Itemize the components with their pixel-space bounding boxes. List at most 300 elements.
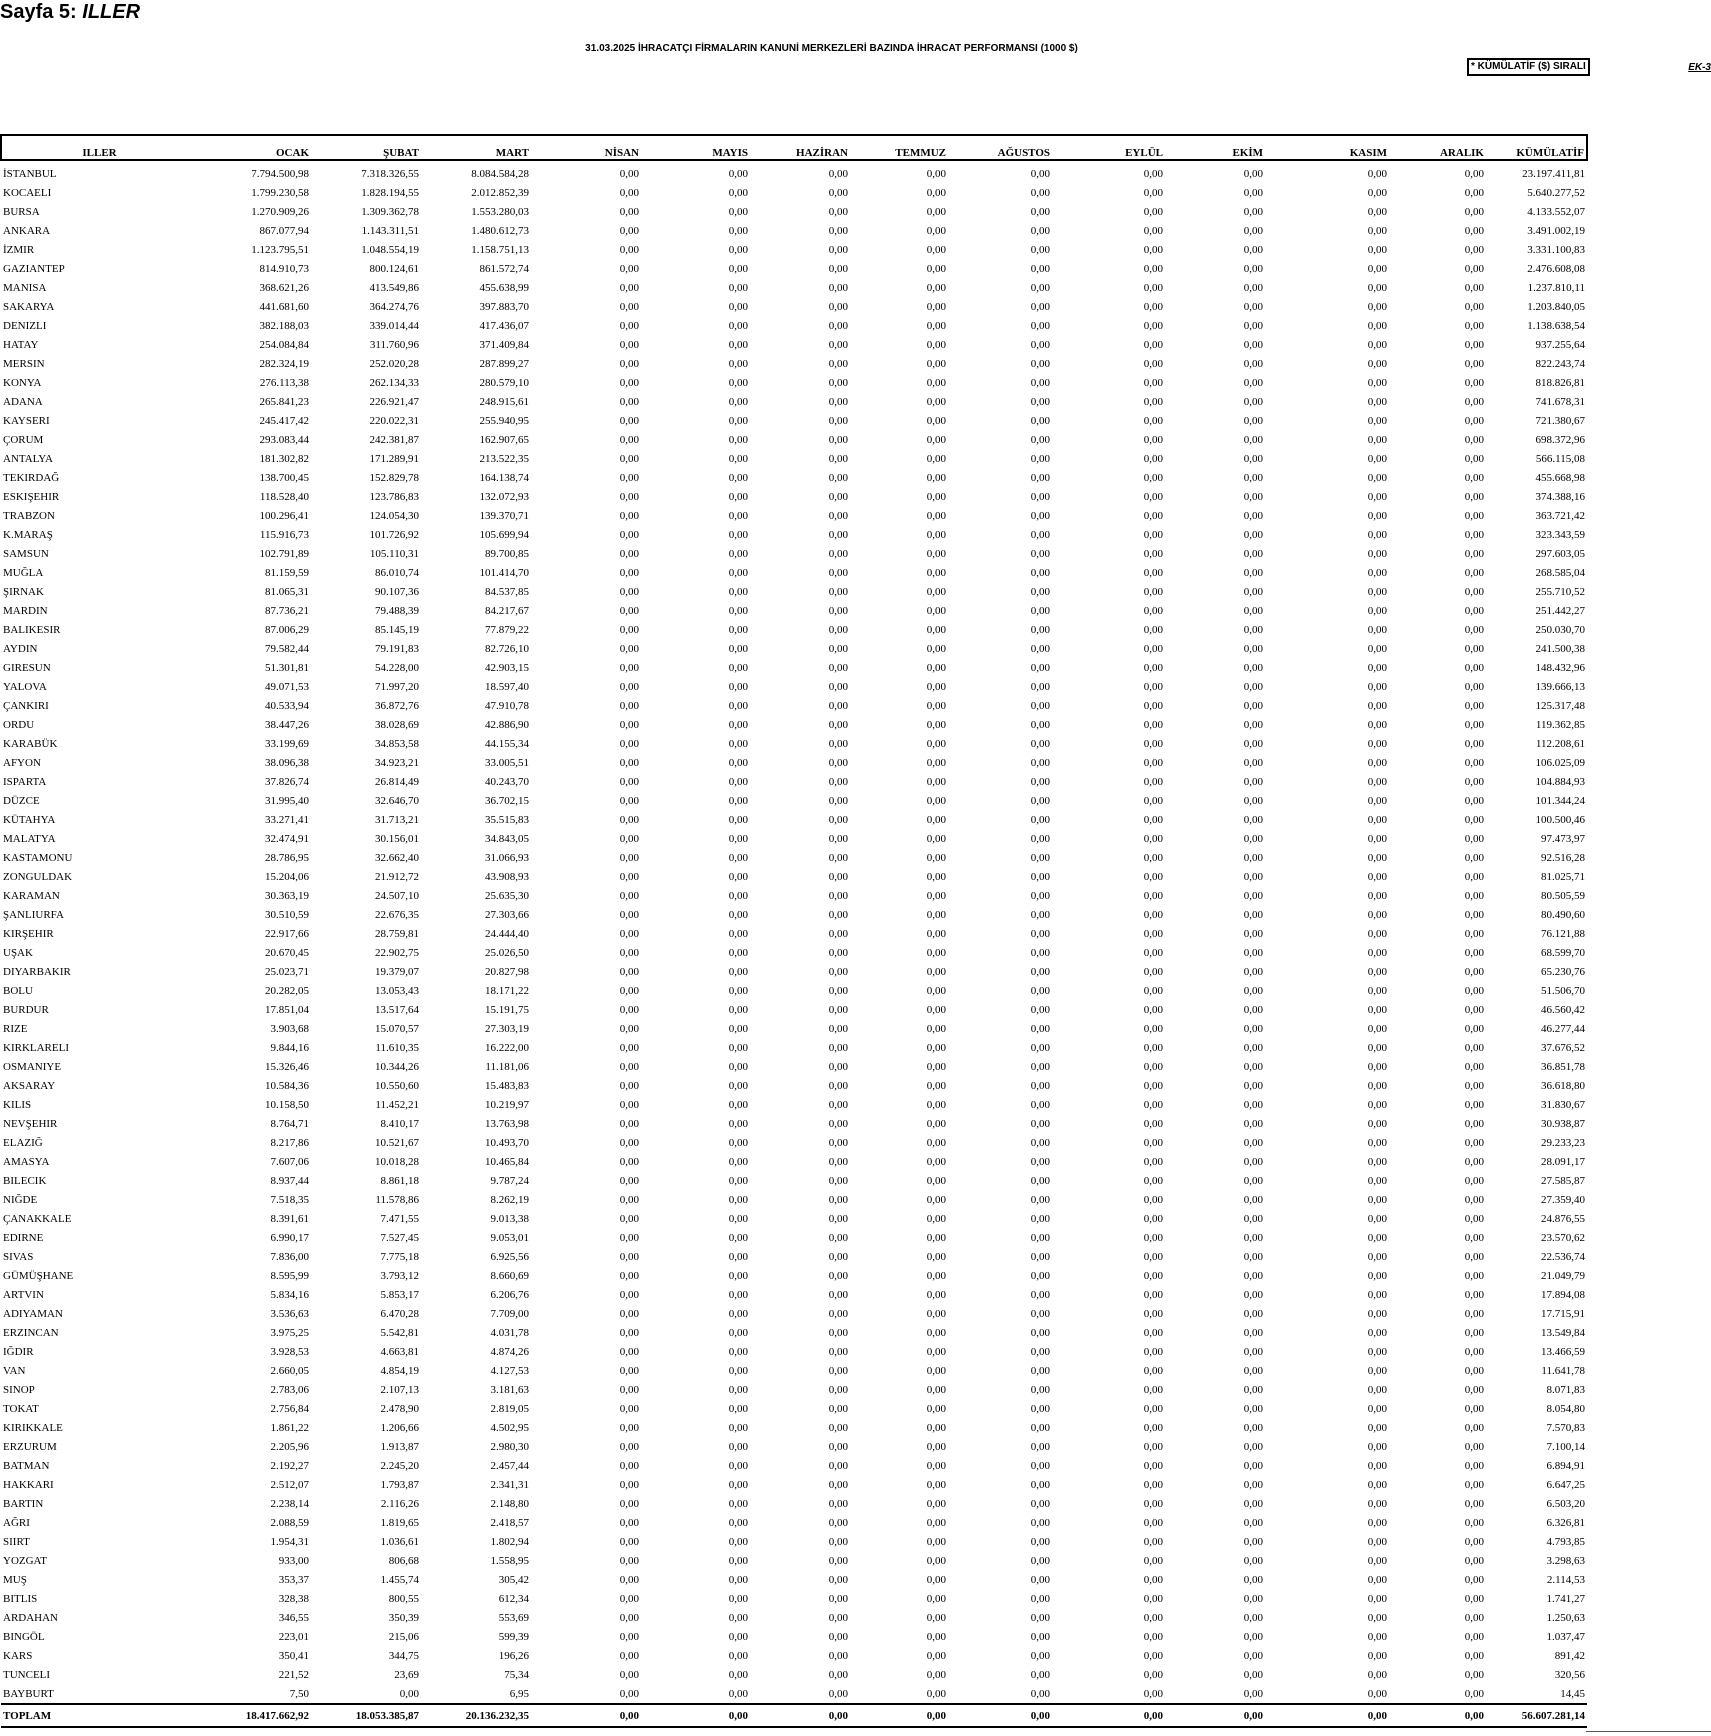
value-cell: 1.237.810,11: [1527, 281, 1585, 294]
footer-rule: [1586, 1731, 1711, 1732]
value-cell: 0,00: [728, 1516, 748, 1529]
value-cell: 0,00: [1367, 395, 1387, 408]
value-cell: 0,00: [1243, 756, 1263, 769]
value-cell: 0,00: [926, 1554, 946, 1567]
value-cell: 255.710,52: [1535, 585, 1585, 598]
value-cell: 7.527,45: [380, 1231, 419, 1244]
value-cell: 0,00: [1367, 1402, 1387, 1415]
value-cell: 0,00: [1367, 984, 1387, 997]
value-cell: 0,00: [619, 1497, 639, 1510]
value-cell: 5.834,16: [270, 1288, 309, 1301]
value-cell: 0,00: [1030, 547, 1050, 560]
value-cell: 0,00: [619, 395, 639, 408]
value-cell: 36.618,80: [1541, 1079, 1585, 1092]
value-cell: 0,00: [1243, 1098, 1263, 1111]
value-cell: 0,00: [728, 414, 748, 427]
province-cell: KIRIKKALE: [3, 1421, 63, 1434]
value-cell: 1.802,94: [490, 1535, 529, 1548]
value-cell: 441.681,60: [259, 300, 309, 313]
value-cell: 10.465,84: [485, 1155, 529, 1168]
value-cell: 0,00: [1030, 1003, 1050, 1016]
value-cell: 0,00: [926, 1668, 946, 1681]
value-cell: 0,00: [1143, 908, 1163, 921]
value-cell: 0,00: [1143, 1345, 1163, 1358]
value-cell: 0,00: [619, 300, 639, 313]
column-header: ŞUBAT: [311, 135, 421, 160]
value-cell: 2.088,59: [270, 1516, 309, 1529]
table-row: [1, 411, 1587, 430]
value-cell: 0,00: [1243, 338, 1263, 351]
value-cell: 0,00: [619, 566, 639, 579]
value-cell: 891,42: [1554, 1649, 1585, 1662]
province-cell: EDIRNE: [3, 1231, 44, 1244]
value-cell: 25.026,50: [485, 946, 529, 959]
value-cell: 282.324,19: [259, 357, 309, 370]
value-cell: 2.107,13: [380, 1383, 419, 1396]
value-cell: 32.474,91: [265, 832, 309, 845]
value-cell: 8.764,71: [270, 1117, 309, 1130]
value-cell: 245.417,42: [259, 414, 309, 427]
value-cell: 0,00: [1464, 1459, 1484, 1472]
value-cell: 0,00: [1464, 1497, 1484, 1510]
value-cell: 0,00: [1143, 1554, 1163, 1567]
value-cell: 0,00: [828, 281, 848, 294]
value-cell: 0,00: [828, 1174, 848, 1187]
province-cell: KAYSERI: [3, 414, 50, 427]
province-cell: K.MARAŞ: [3, 528, 53, 541]
value-cell: 397.883,70: [479, 300, 529, 313]
province-cell: AKSARAY: [3, 1079, 56, 1092]
table-row: [1, 183, 1587, 202]
table-row: [1, 544, 1587, 563]
value-cell: 27.303,19: [485, 1022, 529, 1035]
column-header: AĞUSTOS: [948, 135, 1052, 160]
value-cell: 0,00: [926, 262, 946, 275]
value-cell: 0,00: [1143, 300, 1163, 313]
value-cell: 0,00: [619, 186, 639, 199]
value-cell: 0,00: [828, 509, 848, 522]
value-cell: 0,00: [1243, 1174, 1263, 1187]
table-row: [1, 1038, 1587, 1057]
value-cell: 0,00: [1143, 1497, 1163, 1510]
value-cell: 0,00: [1464, 699, 1484, 712]
total-value: 56.607.281,14: [1486, 1704, 1587, 1727]
value-cell: 0,00: [1030, 1307, 1050, 1320]
total-value: 0,00: [1052, 1704, 1165, 1727]
value-cell: 0,00: [1367, 566, 1387, 579]
value-cell: 0,00: [1030, 699, 1050, 712]
value-cell: 0,00: [728, 1250, 748, 1263]
value-cell: 0,00: [926, 300, 946, 313]
value-cell: 0,00: [619, 490, 639, 503]
value-cell: 741.678,31: [1535, 395, 1585, 408]
value-cell: 51.506,70: [1541, 984, 1585, 997]
value-cell: 0,00: [1367, 1459, 1387, 1472]
value-cell: 27.585,87: [1541, 1174, 1585, 1187]
value-cell: 0,00: [1367, 547, 1387, 560]
table-row: [1, 1342, 1587, 1361]
value-cell: 0,00: [728, 642, 748, 655]
value-cell: 0,00: [1143, 1155, 1163, 1168]
province-cell: BOLU: [3, 984, 33, 997]
value-cell: 0,00: [728, 1554, 748, 1567]
value-cell: 0,00: [1243, 1421, 1263, 1434]
value-cell: 0,00: [1464, 965, 1484, 978]
total-value: 0,00: [1165, 1704, 1265, 1727]
value-cell: 0,00: [1464, 1079, 1484, 1092]
value-cell: 0,00: [1243, 680, 1263, 693]
value-cell: 0,00: [926, 718, 946, 731]
value-cell: 15.070,57: [375, 1022, 419, 1035]
value-cell: 0,00: [1030, 433, 1050, 446]
value-cell: 10.018,28: [375, 1155, 419, 1168]
value-cell: 2.418,57: [490, 1516, 529, 1529]
value-cell: 0,00: [619, 376, 639, 389]
value-cell: 23,69: [394, 1668, 419, 1681]
value-cell: 0,00: [1367, 1098, 1387, 1111]
value-cell: 9.053,01: [490, 1231, 529, 1244]
value-cell: 0,00: [728, 1421, 748, 1434]
value-cell: 6,95: [509, 1687, 529, 1700]
value-cell: 24.507,10: [375, 889, 419, 902]
table-row: [1, 867, 1587, 886]
value-cell: 36.851,78: [1541, 1060, 1585, 1073]
table-row: [1, 848, 1587, 867]
value-cell: 0,00: [619, 357, 639, 370]
total-label: TOPLAM: [1, 1704, 197, 1727]
province-cell: TEKIRDAĞ: [3, 471, 60, 484]
value-cell: 0,00: [1243, 509, 1263, 522]
value-cell: 0,00: [1030, 832, 1050, 845]
value-cell: 8.391,61: [270, 1212, 309, 1225]
value-cell: 0,00: [1030, 585, 1050, 598]
value-cell: 0,00: [1143, 984, 1163, 997]
column-header: NİSAN: [531, 135, 641, 160]
value-cell: 20.827,98: [485, 965, 529, 978]
value-cell: 0,00: [1464, 547, 1484, 560]
value-cell: 10.344,26: [375, 1060, 419, 1073]
value-cell: 0,00: [1143, 224, 1163, 237]
value-cell: 0,00: [1464, 1212, 1484, 1225]
value-cell: 0,00: [1464, 1250, 1484, 1263]
value-cell: 0,00: [926, 414, 946, 427]
value-cell: 0,00: [1243, 718, 1263, 731]
value-cell: 698.372,96: [1535, 433, 1585, 446]
value-cell: 0,00: [926, 167, 946, 180]
value-cell: 0,00: [828, 794, 848, 807]
value-cell: 0,00: [1143, 1326, 1163, 1339]
value-cell: 0,00: [828, 1041, 848, 1054]
value-cell: 374.388,16: [1535, 490, 1585, 503]
value-cell: 0,00: [828, 1592, 848, 1605]
value-cell: 0,00: [1143, 1193, 1163, 1206]
value-cell: 0,00: [926, 794, 946, 807]
value-cell: 14,45: [1560, 1687, 1585, 1700]
value-cell: 0,00: [828, 984, 848, 997]
value-cell: 0,00: [1243, 1668, 1263, 1681]
value-cell: 0,00: [1367, 699, 1387, 712]
value-cell: 0,00: [1030, 1155, 1050, 1168]
table-row: [1, 1304, 1587, 1323]
value-cell: 0,00: [1030, 1022, 1050, 1035]
value-cell: 13.763,98: [485, 1117, 529, 1130]
value-cell: 0,00: [1464, 1611, 1484, 1624]
value-cell: 0,00: [1030, 243, 1050, 256]
value-cell: 0,00: [1243, 1155, 1263, 1168]
value-cell: 0,00: [1143, 1060, 1163, 1073]
value-cell: 125.317,48: [1535, 699, 1585, 712]
value-cell: 0,00: [1143, 1592, 1163, 1605]
value-cell: 0,00: [926, 1402, 946, 1415]
province-cell: IĞDIR: [3, 1345, 34, 1358]
value-cell: 0,00: [1367, 1421, 1387, 1434]
province-cell: KIRŞEHIR: [3, 927, 54, 940]
province-cell: ÇANAKKALE: [3, 1212, 72, 1225]
value-cell: 0,00: [1030, 756, 1050, 769]
value-cell: 0,00: [1030, 1364, 1050, 1377]
province-cell: ZONGULDAK: [3, 870, 73, 883]
value-cell: 33.005,51: [485, 756, 529, 769]
value-cell: 0,00: [1030, 262, 1050, 275]
value-cell: 0,00: [728, 1174, 748, 1187]
province-cell: BATMAN: [3, 1459, 50, 1472]
value-cell: 0,00: [619, 604, 639, 617]
value-cell: 139.370,71: [479, 509, 529, 522]
value-cell: 0,00: [1243, 946, 1263, 959]
value-cell: 0,00: [1367, 927, 1387, 940]
value-cell: 16.222,00: [485, 1041, 529, 1054]
value-cell: 0,00: [1464, 889, 1484, 902]
value-cell: 0,00: [728, 1364, 748, 1377]
table-row: [1, 1532, 1587, 1551]
value-cell: 17.851,04: [265, 1003, 309, 1016]
province-cell: GÜMÜŞHANE: [3, 1269, 74, 1282]
value-cell: 6.326,81: [1546, 1516, 1585, 1529]
value-cell: 0,00: [828, 1060, 848, 1073]
value-cell: 0,00: [1464, 395, 1484, 408]
value-cell: 152.829,78: [369, 471, 419, 484]
value-cell: 242.381,87: [369, 433, 419, 446]
value-cell: 79.582,44: [265, 642, 309, 655]
value-cell: 0,00: [926, 1459, 946, 1472]
value-cell: 0,00: [828, 1402, 848, 1415]
value-cell: 0,00: [619, 1117, 639, 1130]
value-cell: 4.874,26: [490, 1345, 529, 1358]
value-cell: 0,00: [828, 1250, 848, 1263]
value-cell: 0,00: [926, 984, 946, 997]
value-cell: 4.502,95: [490, 1421, 529, 1434]
value-cell: 28.786,95: [265, 851, 309, 864]
value-cell: 0,00: [728, 1003, 748, 1016]
province-cell: UŞAK: [3, 946, 33, 959]
value-cell: 29.233,23: [1541, 1136, 1585, 1149]
value-cell: 0,00: [1367, 300, 1387, 313]
value-cell: 0,00: [1143, 1212, 1163, 1225]
value-cell: 0,00: [828, 832, 848, 845]
value-cell: 0,00: [1367, 1193, 1387, 1206]
value-cell: 0,00: [1243, 1041, 1263, 1054]
value-cell: 0,00: [728, 661, 748, 674]
value-cell: 0,00: [1030, 1326, 1050, 1339]
value-cell: 0,00: [1243, 832, 1263, 845]
value-cell: 118.528,40: [259, 490, 309, 503]
value-cell: 11.452,21: [375, 1098, 419, 1111]
total-value: 0,00: [948, 1704, 1052, 1727]
value-cell: 0,00: [1367, 1136, 1387, 1149]
value-cell: 0,00: [1243, 357, 1263, 370]
value-cell: 7.518,35: [270, 1193, 309, 1206]
value-cell: 0,00: [1030, 452, 1050, 465]
value-cell: 346,55: [278, 1611, 309, 1624]
value-cell: 40.243,70: [485, 775, 529, 788]
value-cell: 1.819,65: [380, 1516, 419, 1529]
value-cell: 0,00: [1464, 1478, 1484, 1491]
value-cell: 0,00: [728, 1440, 748, 1453]
value-cell: 7.100,14: [1546, 1440, 1585, 1453]
value-cell: 0,00: [619, 281, 639, 294]
value-cell: 0,00: [828, 1231, 848, 1244]
value-cell: 0,00: [1464, 300, 1484, 313]
value-cell: 0,00: [1367, 851, 1387, 864]
value-cell: 0,00: [1367, 319, 1387, 332]
value-cell: 0,00: [828, 1687, 848, 1700]
value-cell: 0,00: [1367, 414, 1387, 427]
value-cell: 363.721,42: [1535, 509, 1585, 522]
value-cell: 0,00: [1367, 1611, 1387, 1624]
value-cell: 84.217,67: [485, 604, 529, 617]
value-cell: 1.828.194,55: [361, 186, 419, 199]
value-cell: 11.610,35: [375, 1041, 419, 1054]
value-cell: 0,00: [619, 718, 639, 731]
value-cell: 0,00: [1367, 870, 1387, 883]
total-value: 18.417.662,92: [197, 1704, 311, 1727]
value-cell: 0,00: [1243, 1440, 1263, 1453]
value-cell: 0,00: [619, 737, 639, 750]
value-cell: 2.756,84: [270, 1402, 309, 1415]
annex-label: EK-3: [1688, 62, 1711, 73]
province-cell: BINGÖL: [3, 1630, 45, 1643]
value-cell: 9.844,16: [270, 1041, 309, 1054]
value-cell: 0,00: [1143, 319, 1163, 332]
value-cell: 1.553.280,03: [471, 205, 529, 218]
column-header: HAZİRAN: [750, 135, 850, 160]
column-header: ARALIK: [1389, 135, 1486, 160]
value-cell: 0,00: [1243, 984, 1263, 997]
value-cell: 268.585,04: [1535, 566, 1585, 579]
value-cell: 0,00: [1030, 889, 1050, 902]
value-cell: 0,00: [1243, 319, 1263, 332]
value-cell: 1.480.612,73: [471, 224, 529, 237]
value-cell: 8.937,44: [270, 1174, 309, 1187]
value-cell: 455.668,98: [1535, 471, 1585, 484]
value-cell: 23.197.411,81: [1522, 167, 1585, 180]
value-cell: 0,00: [1143, 1611, 1163, 1624]
value-cell: 15.191,75: [485, 1003, 529, 1016]
value-cell: 0,00: [619, 1345, 639, 1358]
table-row: [1, 1437, 1587, 1456]
value-cell: 25.635,30: [485, 889, 529, 902]
value-cell: 196,26: [498, 1649, 529, 1662]
value-cell: 0,00: [619, 642, 639, 655]
value-cell: 0,00: [619, 832, 639, 845]
value-cell: 0,00: [1464, 1117, 1484, 1130]
column-header: MAYIS: [641, 135, 750, 160]
table-row: [1, 1570, 1587, 1589]
value-cell: 0,00: [926, 1630, 946, 1643]
value-cell: 0,00: [926, 1041, 946, 1054]
value-cell: 7.318.326,55: [361, 167, 419, 180]
value-cell: 0,00: [1243, 813, 1263, 826]
value-cell: 162.907,65: [479, 433, 529, 446]
value-cell: 0,00: [926, 1117, 946, 1130]
value-cell: 101.726,92: [369, 528, 419, 541]
value-cell: 0,00: [1243, 205, 1263, 218]
table-row: [1, 962, 1587, 981]
value-cell: 0,00: [1243, 1269, 1263, 1282]
value-cell: 0,00: [1143, 1269, 1163, 1282]
value-cell: 0,00: [828, 908, 848, 921]
value-cell: 0,00: [1243, 585, 1263, 598]
value-cell: 100.296,41: [259, 509, 309, 522]
value-cell: 0,00: [1464, 984, 1484, 997]
value-cell: 46.277,44: [1541, 1022, 1585, 1035]
value-cell: 0,00: [1367, 680, 1387, 693]
value-cell: 0,00: [1143, 376, 1163, 389]
value-cell: 254.084,84: [259, 338, 309, 351]
value-cell: 0,00: [1464, 1022, 1484, 1035]
value-cell: 0,00: [728, 946, 748, 959]
value-cell: 0,00: [619, 585, 639, 598]
value-cell: 0,00: [619, 775, 639, 788]
province-cell: TOKAT: [3, 1402, 39, 1415]
value-cell: 0,00: [1243, 1611, 1263, 1624]
value-cell: 0,00: [728, 1326, 748, 1339]
value-cell: 8.861,18: [380, 1174, 419, 1187]
value-cell: 937.255,64: [1535, 338, 1585, 351]
table-row: [1, 1285, 1587, 1304]
column-header: MART: [421, 135, 531, 160]
value-cell: 33.271,41: [265, 813, 309, 826]
value-cell: 0,00: [1367, 1440, 1387, 1453]
value-cell: 11.181,06: [485, 1060, 529, 1073]
value-cell: 0,00: [728, 775, 748, 788]
value-cell: 92.516,28: [1541, 851, 1585, 864]
value-cell: 0,00: [828, 1022, 848, 1035]
value-cell: 0,00: [1243, 889, 1263, 902]
province-cell: BALIKESIR: [3, 623, 61, 636]
value-cell: 2.980,30: [490, 1440, 529, 1453]
value-cell: 0,00: [1030, 1592, 1050, 1605]
value-cell: 0,00: [926, 376, 946, 389]
value-cell: 2.192,27: [270, 1459, 309, 1472]
value-cell: 262.134,33: [369, 376, 419, 389]
value-cell: 0,00: [1243, 1307, 1263, 1320]
value-cell: 0,00: [728, 319, 748, 332]
value-cell: 89.700,85: [485, 547, 529, 560]
column-header: KASIM: [1265, 135, 1389, 160]
value-cell: 0,00: [1030, 566, 1050, 579]
province-cell: ORDU: [3, 718, 35, 731]
value-cell: 21.049,79: [1541, 1269, 1585, 1282]
value-cell: 0,00: [828, 205, 848, 218]
value-cell: 0,00: [1464, 338, 1484, 351]
value-cell: 11.578,86: [375, 1193, 419, 1206]
value-cell: 0,00: [926, 1136, 946, 1149]
value-cell: 0,00: [828, 1668, 848, 1681]
value-cell: 31.713,21: [375, 813, 419, 826]
value-cell: 0,00: [1464, 1231, 1484, 1244]
value-cell: 0,00: [828, 1098, 848, 1111]
